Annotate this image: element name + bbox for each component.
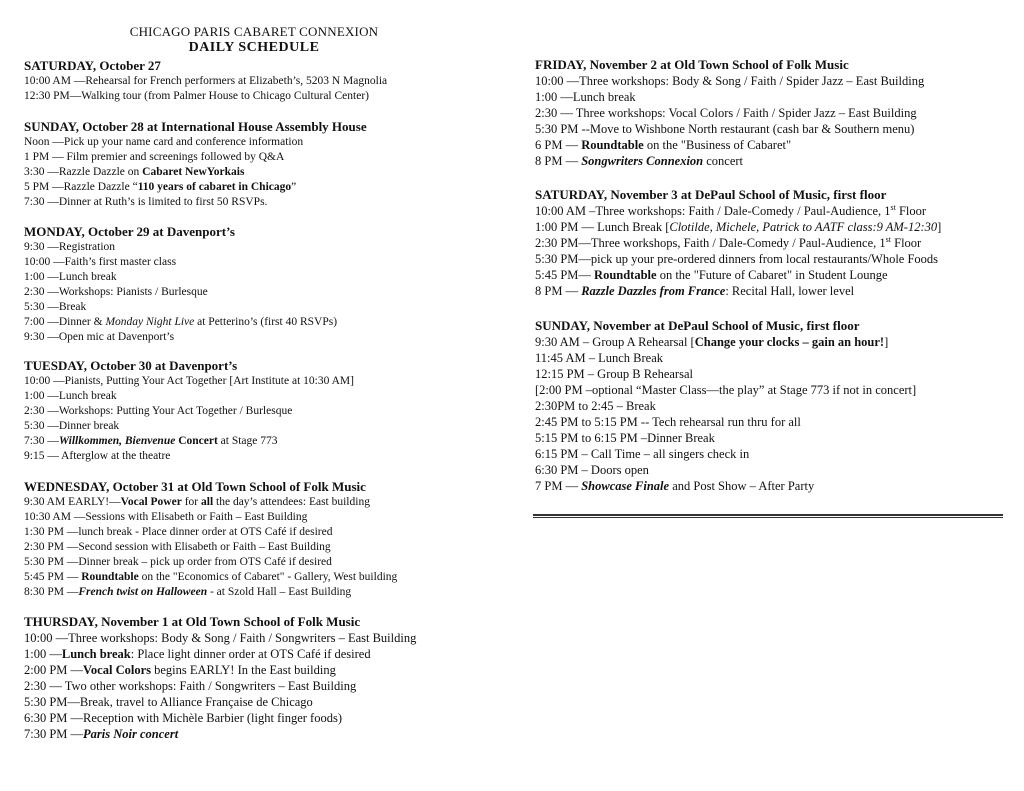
- day-heading: WEDNESDAY, October 31 at Old Town School of Folk Music: [24, 479, 366, 494]
- line-text: begins EARLY! In the East building: [151, 663, 336, 677]
- line-text: 2:30PM to 2:45 – Break: [535, 399, 656, 413]
- line-text: Roundtable: [581, 138, 644, 152]
- line-text: 10:00 —Three workshops: Body & Song / Faith / Spider Jazz – East Building: [535, 74, 925, 88]
- line-text: 9:30 —Open mic at Davenport’s: [24, 331, 175, 343]
- schedule-line: [535, 382, 1005, 398]
- line-text: ]: [937, 220, 942, 234]
- org-name: CHICAGO PARIS CABARET CONNEXION: [129, 24, 379, 39]
- schedule-line: [24, 510, 494, 525]
- schedule-line: [24, 419, 494, 434]
- schedule-line: [24, 330, 494, 345]
- line-text: st: [885, 234, 891, 244]
- schedule-line: [535, 398, 1005, 414]
- line-text: at Petterino’s (first 40 RSVPs): [194, 316, 338, 328]
- schedule-line: [24, 135, 494, 150]
- line-text: Lunch break: [61, 647, 131, 661]
- schedule-line: [535, 462, 1005, 478]
- day-heading: FRIDAY, November 2 at Old Town School of Folk Music: [535, 57, 849, 72]
- schedule-line: [24, 646, 494, 662]
- line-text: Monday Night Live: [105, 316, 195, 328]
- schedule-line: [24, 240, 494, 255]
- schedule-line: [24, 300, 494, 315]
- schedule-line: [24, 89, 494, 104]
- line-text: 5:45 PM—: [535, 268, 595, 282]
- schedule-line: [24, 495, 494, 510]
- closing-divider: [533, 514, 1003, 518]
- line-text: 5:30 PM —Dinner break – pick up order from OTS Café if desired: [24, 556, 332, 568]
- schedule-line: [535, 105, 1005, 121]
- schedule-line: [24, 285, 494, 300]
- page-title: DAILY SCHEDULE: [188, 40, 320, 55]
- schedule-line: [535, 414, 1005, 430]
- schedule-line: [535, 267, 1005, 283]
- schedule-line: [24, 255, 494, 270]
- line-text: 8:30 PM —: [24, 586, 79, 598]
- line-text: on the "Future of Cabaret" in Student Lounge: [656, 268, 888, 282]
- schedule-line: [535, 283, 1005, 299]
- day-lines: [24, 240, 494, 345]
- day-section: [24, 479, 494, 600]
- line-text: 1:00 —Lunch break: [24, 271, 117, 283]
- line-text: 2:30 PM —Second session with Elisabeth or Faith – East Building: [24, 541, 331, 553]
- day-lines: [535, 203, 1005, 299]
- day-lines: [535, 334, 1005, 494]
- line-text: on the "Economics of Cabaret" - Gallery, West building: [138, 571, 398, 583]
- schedule-line: [24, 726, 494, 742]
- schedule-line: [535, 366, 1005, 382]
- line-text: 1:00 —Lunch break: [24, 390, 117, 402]
- day-lines: [24, 74, 494, 104]
- day-heading: SATURDAY, November 3 at DePaul School of Music, first floor: [535, 187, 887, 202]
- line-text: 8 PM —: [535, 284, 582, 298]
- line-text: 3:30 —Razzle Dazzle on: [24, 166, 143, 178]
- line-text: 6:30 PM – Doors open: [535, 463, 649, 477]
- line-text: for: [181, 496, 201, 508]
- day-lines: [535, 73, 1005, 169]
- schedule-line: [535, 73, 1005, 89]
- line-text: 10:00 —Faith’s first master class: [24, 256, 177, 268]
- line-text: 7:30 —Dinner at Ruth’s is limited to first 50 RSVPs.: [24, 196, 268, 208]
- line-text: 5:30 —Break: [24, 301, 87, 313]
- schedule-line: [24, 540, 494, 555]
- line-text: Cabaret NewYorkais: [142, 166, 245, 178]
- schedule-line: [535, 219, 1005, 235]
- day-section: [535, 57, 1005, 169]
- day-heading: THURSDAY, November 1 at Old Town School of Folk Music: [24, 614, 361, 629]
- line-text: 1:00 —Lunch break: [535, 90, 636, 104]
- line-text: 5 PM —Razzle Dazzle “: [24, 181, 138, 193]
- line-text: 12:15 PM – Group B Rehearsal: [535, 367, 693, 381]
- day-heading: SUNDAY, October 28 at International House Assembly House: [24, 119, 367, 134]
- line-text: 110 years of cabaret in Chicago: [137, 181, 292, 193]
- line-text: 10:00 —Pianists, Putting Your Act Together [Art Institute at 10:30 AM]: [24, 375, 354, 387]
- schedule-line: [24, 74, 494, 89]
- line-text: 7:00 —Dinner &: [24, 316, 106, 328]
- day-heading: SATURDAY, October 27: [24, 58, 161, 73]
- schedule-line: [535, 251, 1005, 267]
- line-text: on the "Business of Cabaret": [643, 138, 792, 152]
- line-text: st: [890, 202, 896, 212]
- day-section: [24, 358, 494, 464]
- line-text: Roundtable: [81, 571, 139, 583]
- schedule-line: [535, 89, 1005, 105]
- line-text: 7:30 PM —: [24, 727, 84, 741]
- day-lines: [24, 495, 494, 600]
- line-text: 2:45 PM to 5:15 PM -- Tech rehearsal run thru for all: [535, 415, 801, 429]
- line-text: Noon —Pick up your name card and conference information: [24, 136, 304, 148]
- line-text: [2:00 PM –optional “Master Class—the play” at Stage 773 if not in concert]: [535, 383, 917, 397]
- schedule-line: [535, 153, 1005, 169]
- line-text: Razzle Dazzles from France: [581, 284, 726, 298]
- schedule-line: [535, 430, 1005, 446]
- line-text: and Post Show – After Party: [669, 479, 815, 493]
- line-text: : Place light dinner order at OTS Café if desired: [130, 647, 371, 661]
- line-text: : Recital Hall, lower level: [725, 284, 855, 298]
- schedule-line: [24, 389, 494, 404]
- line-text: 6:30 PM —Reception with Michèle Barbier (light finger foods): [24, 711, 342, 725]
- schedule-line: [24, 195, 494, 210]
- line-text: Floor: [891, 236, 922, 250]
- schedule-line: [24, 630, 494, 646]
- line-text: Willkommen, Bienvenue: [58, 435, 176, 447]
- line-text: Change your clocks – gain an hour!: [694, 335, 885, 349]
- line-text: 5:30 PM—pick up your pre-ordered dinners from local restaurants/Whole Foods: [535, 252, 939, 266]
- schedule-line: [535, 121, 1005, 137]
- schedule-line: [535, 334, 1005, 350]
- line-text: Paris Noir concert: [83, 727, 179, 741]
- line-text: 9:30 AM – Group A Rehearsal [: [535, 335, 695, 349]
- schedule-line: [24, 662, 494, 678]
- schedule-line: [535, 203, 1005, 219]
- schedule-line: [24, 404, 494, 419]
- line-text: Showcase Finale: [581, 479, 670, 493]
- line-text: 9:30 —Registration: [24, 241, 116, 253]
- schedule-line: [24, 150, 494, 165]
- line-text: Vocal Colors: [83, 663, 151, 677]
- schedule-line: [535, 446, 1005, 462]
- schedule-line: [24, 570, 494, 585]
- day-section: [24, 614, 494, 742]
- schedule-line: [24, 434, 494, 449]
- line-text: 2:00 PM —: [24, 663, 84, 677]
- day-section: [24, 58, 494, 104]
- line-text: 12:30 PM—Walking tour (from Palmer House to Chicago Cultural Center): [24, 90, 369, 102]
- line-text: 5:30 PM—Break, travel to Alliance Française de Chicago: [24, 695, 313, 709]
- line-text: French twist on Halloween: [78, 586, 208, 598]
- line-text: 10:00 AM —Rehearsal for French performers at Elizabeth’s, 5203 N Magnolia: [24, 75, 388, 87]
- day-lines: [24, 135, 494, 210]
- line-text: 1 PM — Film premier and screenings followed by Q&A: [24, 151, 285, 163]
- line-text: 5:30 —Dinner break: [24, 420, 120, 432]
- line-text: at Stage 773: [217, 435, 278, 447]
- line-text: 10:00 —Three workshops: Body & Song / Faith / Songwriters – East Building: [24, 631, 417, 645]
- day-lines: [24, 374, 494, 464]
- schedule-line: [24, 270, 494, 285]
- line-text: 9:30 AM EARLY!—: [24, 496, 121, 508]
- line-text: 10:00 AM –Three workshops: Faith / Dale-Comedy / Paul-Audience, 1: [535, 204, 891, 218]
- line-text: 11:45 AM – Lunch Break: [535, 351, 663, 365]
- line-text: 2:30 PM—Three workshops, Faith / Dale-Comedy / Paul-Audience, 1: [535, 236, 886, 250]
- schedule-line: [24, 165, 494, 180]
- line-text: 7:30 —: [24, 435, 59, 447]
- day-section: [535, 318, 1005, 494]
- schedule-line: [24, 710, 494, 726]
- line-text: Songwriters Connexion: [581, 154, 704, 168]
- schedule-line: [24, 315, 494, 330]
- schedule-line: [535, 478, 1005, 494]
- schedule-line: [24, 585, 494, 600]
- line-text: 2:30 —Workshops: Putting Your Act Together / Burlesque: [24, 405, 293, 417]
- line-text: 2:30 —Workshops: Pianists / Burlesque: [24, 286, 208, 298]
- schedule-line: [24, 525, 494, 540]
- schedule-line: [535, 137, 1005, 153]
- day-section: [535, 187, 1005, 299]
- line-text: 10:30 AM —Sessions with Elisabeth or Faith – East Building: [24, 511, 308, 523]
- day-heading: TUESDAY, October 30 at Davenport’s: [24, 358, 238, 373]
- line-text: Clotilde, Michele, Patrick to AATF class:9 AM-12:30: [669, 220, 938, 234]
- schedule-line: [24, 449, 494, 464]
- line-text: concert: [703, 154, 744, 168]
- schedule-line: [24, 180, 494, 195]
- day-heading: SUNDAY, November at DePaul School of Music, first floor: [535, 318, 860, 333]
- line-text: 8 PM —: [535, 154, 582, 168]
- line-text: all: [201, 496, 214, 508]
- line-text: 2:30 — Three workshops: Vocal Colors / Faith / Spider Jazz – East Building: [535, 106, 917, 120]
- line-text: 7 PM —: [535, 479, 582, 493]
- line-text: ”: [291, 181, 297, 193]
- line-text: Concert: [175, 435, 218, 447]
- day-heading: MONDAY, October 29 at Davenport’s: [24, 224, 235, 239]
- line-text: 2:30 — Two other workshops: Faith / Songwriters – East Building: [24, 679, 357, 693]
- line-text: 6 PM —: [535, 138, 582, 152]
- line-text: Floor: [895, 204, 927, 218]
- schedule-line: [24, 694, 494, 710]
- line-text: 1:30 PM —lunch break - Place dinner order at OTS Café if desired: [24, 526, 333, 538]
- day-section: [24, 224, 494, 345]
- line-text: 5:15 PM to 6:15 PM –Dinner Break: [535, 431, 715, 445]
- line-text: the day’s attendees: East building: [213, 496, 370, 508]
- line-text: 5:30 PM --Move to Wishbone North restaurant (cash bar & Southern menu): [535, 122, 915, 136]
- day-lines: [24, 630, 494, 742]
- schedule-line: [24, 374, 494, 389]
- line-text: 5:45 PM —: [24, 571, 82, 583]
- schedule-line: [535, 235, 1005, 251]
- line-text: 1:00 —: [24, 647, 62, 661]
- day-section: [24, 119, 494, 210]
- line-text: ]: [884, 335, 889, 349]
- schedule-line: [24, 555, 494, 570]
- schedule-line: [24, 678, 494, 694]
- schedule-line: [535, 350, 1005, 366]
- line-text: - at Szold Hall – East Building: [207, 586, 352, 598]
- line-text: Vocal Power: [120, 496, 182, 508]
- line-text: 1:00 PM — Lunch Break [: [535, 220, 670, 234]
- line-text: 6:15 PM – Call Time – all singers check in: [535, 447, 750, 461]
- line-text: 9:15 — Afterglow at the theatre: [24, 450, 171, 462]
- line-text: Roundtable: [594, 268, 657, 282]
